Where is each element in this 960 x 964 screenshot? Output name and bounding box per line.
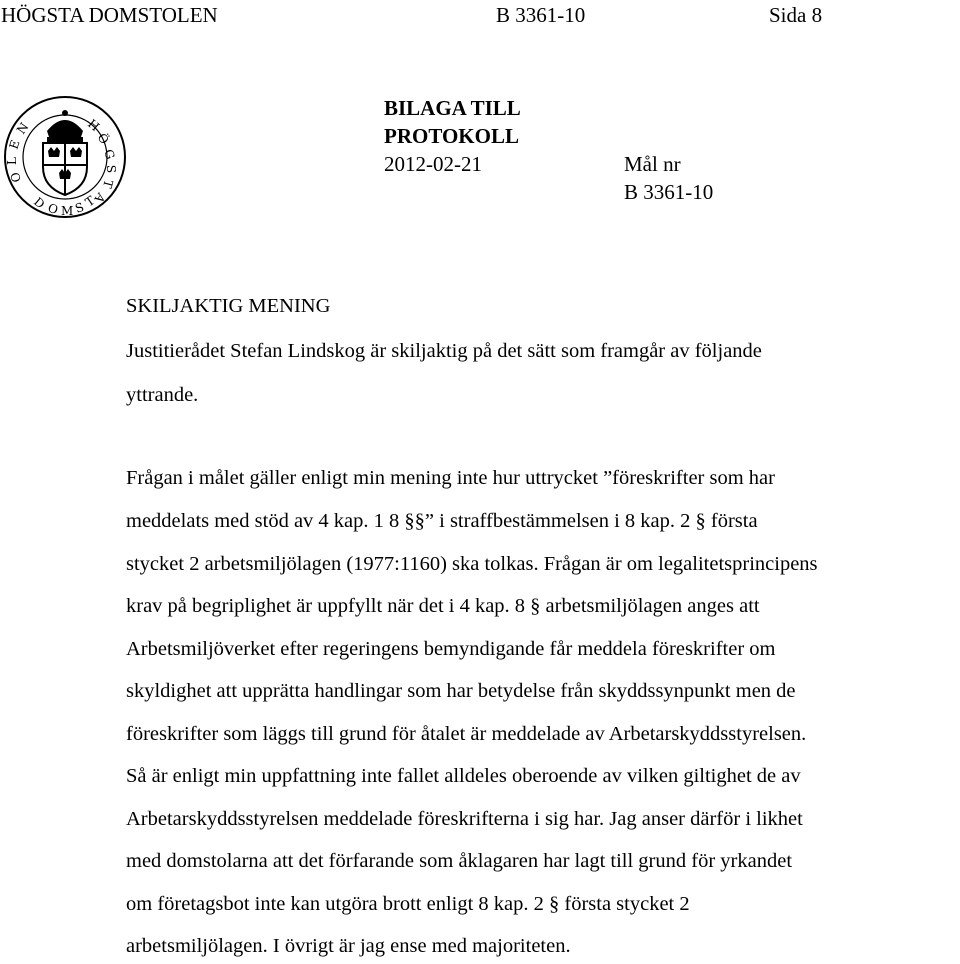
svg-text:O: O	[45, 200, 61, 218]
paragraph-line: om företagsbot inte kan utgöra brott enligt 8 kap. 2 § första stycket 2	[126, 893, 690, 915]
attachment-block	[384, 94, 521, 178]
court-seal-logo	[3, 95, 127, 219]
svg-text:T: T	[82, 193, 98, 210]
case-reference	[624, 150, 713, 206]
svg-text:Ö: Ö	[94, 130, 112, 147]
svg-text:S: S	[73, 199, 86, 216]
paragraph-line: stycket 2 arbetsmiljölagen (1977:1160) ska tolkas. Frågan är om legalitetsprincipens	[126, 553, 818, 575]
paragraph-line: krav på begriplighet är uppfyllt när det i 4 kap. 8 § arbetsmiljölagen anges att	[126, 595, 760, 617]
case-label: Mål nr	[624, 152, 681, 176]
svg-text:N: N	[13, 120, 32, 137]
paragraph-line: Så är enligt min uppfattning inte fallet alldeles oberoende av vilken giltighet de av	[126, 765, 801, 787]
paragraph-line: Arbetsmiljöverket efter regeringens bemyndigande får meddela föreskrifter om	[126, 638, 776, 660]
svg-text:E: E	[6, 138, 23, 151]
court-name: HÖGSTA DOMSTOLEN	[1, 3, 218, 27]
svg-text:L: L	[5, 157, 19, 165]
attachment-date: 2012-02-21	[384, 152, 482, 176]
svg-text:O: O	[7, 170, 24, 184]
svg-text:D: D	[31, 194, 48, 212]
attachment-title-line1: BILAGA TILL	[384, 96, 521, 120]
paragraph-line: arbetsmiljölagen. I övrigt är jag ense med majoriteten.	[126, 935, 571, 957]
attachment-title-line2: PROTOKOLL	[384, 124, 519, 148]
svg-text:G: G	[101, 147, 118, 162]
section-heading: SKILJAKTIG MENING	[126, 295, 331, 317]
svg-text:T: T	[100, 178, 116, 190]
case-reference-number: B 3361-10	[624, 180, 714, 204]
paragraph-line: föreskrifter som läggs till grund för åtalet är meddelade av Arbetarskyddsstyrelsen.	[126, 723, 807, 745]
svg-text:M: M	[61, 204, 74, 218]
paragraph-line: Arbetarskyddsstyrelsen meddelade föreskrifterna i sig har. Jag anser därför i likhet	[126, 808, 803, 830]
paragraph-line: med domstolarna att det förfarande som åklagaren har lagt till grund för yrkandet	[126, 850, 793, 872]
case-number: B 3361-10	[496, 3, 586, 27]
paragraph-line: Frågan i målet gäller enligt min mening inte hur uttrycket ”föreskrifter som har	[126, 467, 775, 489]
paragraph-line: yttrande.	[126, 384, 199, 406]
paragraph-line: Justitierådet Stefan Lindskog är skiljaktig på det sätt som framgår av följande	[126, 340, 762, 362]
paragraph-line: skyldighet att upprätta handlingar som har betydelse från skyddssynpunkt men de	[126, 680, 796, 702]
svg-text:S: S	[104, 164, 119, 174]
page-number: Sida 8	[769, 3, 823, 27]
svg-text:A: A	[91, 190, 109, 206]
svg-text:H: H	[85, 116, 103, 135]
paragraph-line: meddelats med stöd av 4 kap. 1 8 §§” i straffbestämmelsen i 8 kap. 2 § första	[126, 510, 758, 532]
